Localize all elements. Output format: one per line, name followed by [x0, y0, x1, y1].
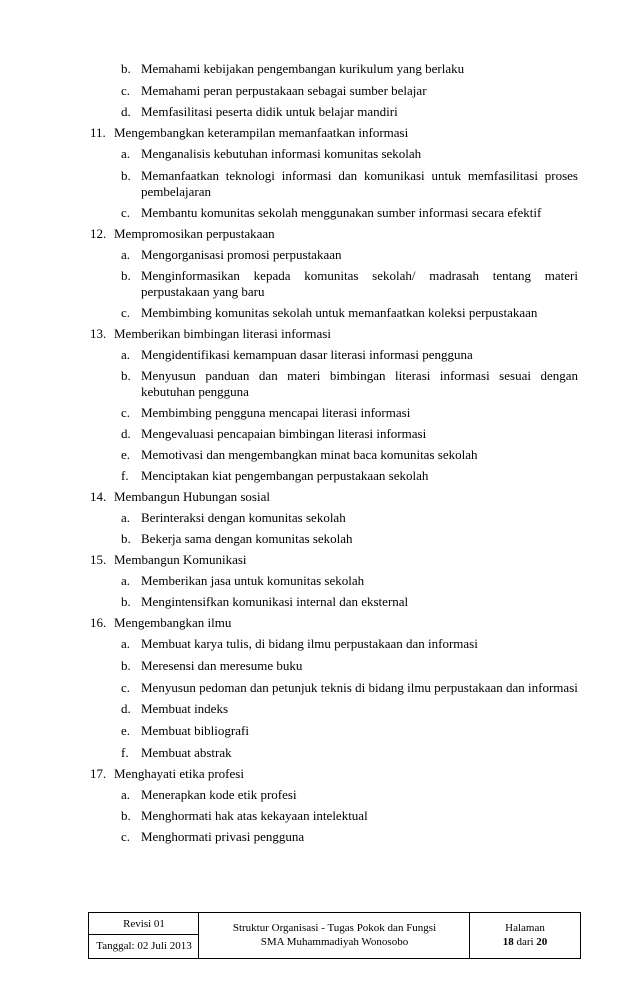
list-item: [121, 104, 578, 120]
numbered-item: [90, 489, 590, 505]
item-text: Berinteraksi dengan komunitas sekolah: [141, 510, 346, 525]
list-item: [121, 268, 578, 300]
list-item: [121, 368, 578, 400]
list-item: [121, 636, 578, 652]
numbered-item: [90, 552, 590, 568]
page-number: [470, 935, 580, 949]
item-letter: e.: [121, 723, 131, 738]
item-letter: b.: [121, 61, 131, 76]
list-item: [121, 680, 578, 696]
item-letter: c.: [121, 680, 131, 695]
item-number: 16.: [90, 615, 107, 630]
footer-title-line2: SMA Muhammadiyah Wonosobo: [260, 936, 409, 948]
item-letter: d.: [121, 426, 131, 441]
item-text: Menghayati etika profesi: [114, 766, 244, 781]
item-number: 14.: [90, 489, 107, 504]
item-text: Menghormati hak atas kekayaan intelektual: [141, 808, 368, 823]
item-number: 11.: [90, 125, 106, 140]
item-text: Mengembangkan ilmu: [114, 615, 232, 630]
item-letter: f.: [121, 468, 129, 483]
item-text: Bekerja sama dengan komunitas sekolah: [141, 531, 353, 546]
item-letter: b.: [121, 594, 131, 609]
numbered-item: [90, 766, 590, 782]
item-letter: a.: [121, 636, 131, 651]
item-text: Membantu komunitas sekolah menggunakan sumber informasi secara efektif: [141, 205, 542, 220]
list-item: [121, 510, 578, 526]
list-item: [121, 83, 578, 99]
item-text: Memanfaatkan teknologi informasi dan komunikasi untuk memfasilitasi proses pembelajaran: [141, 168, 578, 199]
item-letter: d.: [121, 701, 131, 716]
page-current: 18: [502, 936, 514, 948]
item-text: Membimbing pengguna mencapai literasi informasi: [141, 405, 411, 420]
item-letter: d.: [121, 104, 131, 119]
list-item: [121, 426, 578, 442]
list-item: [121, 573, 578, 589]
page-footer-table: [88, 912, 581, 959]
item-number: 12.: [90, 226, 107, 241]
item-letter: b.: [121, 531, 131, 546]
item-text: Mengembangkan keterampilan memanfaatkan informasi: [114, 125, 409, 140]
numbered-item: [90, 125, 590, 141]
list-item: [121, 531, 578, 547]
list-item: [121, 701, 578, 717]
item-text: Mengidentifikasi kemampuan dasar literasi informasi pengguna: [141, 347, 473, 362]
item-text: Memotivasi dan mengembangkan minat baca komunitas sekolah: [141, 447, 478, 462]
item-letter: a.: [121, 347, 131, 362]
list-item: [121, 468, 578, 484]
item-letter: c.: [121, 83, 131, 98]
item-letter: a.: [121, 787, 131, 802]
numbered-item: [90, 226, 590, 242]
page-of: dari: [513, 936, 537, 948]
item-text: Menerapkan kode etik profesi: [141, 787, 297, 802]
item-text: Memahami peran perpustakaan sebagai sumber belajar: [141, 83, 427, 98]
list-item: [121, 658, 578, 674]
footer-title-cell: [199, 913, 470, 958]
list-item: [121, 247, 578, 263]
item-text: Memahami kebijakan pengembangan kurikulum yang berlaku: [141, 61, 465, 76]
item-letter: c.: [121, 205, 131, 220]
numbered-item: [90, 615, 590, 631]
list-item: [121, 829, 578, 845]
item-text: Memberikan bimbingan literasi informasi: [114, 326, 331, 341]
item-text: Memfasilitasi peserta didik untuk belajar mandiri: [141, 104, 398, 119]
item-text: Membuat indeks: [141, 701, 229, 716]
item-text: Membangun Komunikasi: [114, 552, 247, 567]
list-item: [121, 205, 578, 221]
item-text: Menginformasikan kepada komunitas sekolah/ madrasah tentang materi perpustakaan yang baru: [141, 268, 578, 299]
list-item: [121, 61, 578, 77]
revision-label: Revisi 01: [89, 913, 199, 935]
footer-revision-cell: [89, 913, 199, 958]
item-number: 15.: [90, 552, 107, 567]
item-letter: b.: [121, 368, 131, 383]
list-item: [121, 808, 578, 824]
item-letter: a.: [121, 510, 131, 525]
item-text: Mengintensifkan komunikasi internal dan eksternal: [141, 594, 409, 609]
list-item: [121, 405, 578, 421]
item-text: Menganalisis kebutuhan informasi komunitas sekolah: [141, 146, 422, 161]
list-item: [121, 305, 578, 321]
item-text: Membuat abstrak: [141, 745, 232, 760]
date-label: Tanggal: 02 Juli 2013: [96, 940, 192, 952]
item-text: Membuat karya tulis, di bidang ilmu perpustakaan dan informasi: [141, 636, 478, 651]
footer-title-line1: Struktur Organisasi - Tugas Pokok dan Fungsi: [232, 922, 437, 934]
list-item: [121, 347, 578, 363]
page-label: Halaman: [505, 922, 545, 934]
item-letter: a.: [121, 573, 131, 588]
item-text: Mengevaluasi pencapaian bimbingan literasi informasi: [141, 426, 427, 441]
list-item: [121, 168, 578, 200]
item-text: Menyusun panduan dan materi bimbingan literasi informasi sesuai dengan kebutuhan pengguna: [141, 368, 578, 399]
item-letter: c.: [121, 305, 131, 320]
item-letter: c.: [121, 829, 131, 844]
item-text: Memberikan jasa untuk komunitas sekolah: [141, 573, 365, 588]
list-item: [121, 146, 578, 162]
item-letter: e.: [121, 447, 131, 462]
list-item: [121, 447, 578, 463]
footer-page-cell: [470, 913, 580, 958]
item-letter: f.: [121, 745, 129, 760]
item-number: 17.: [90, 766, 107, 781]
item-text: Membangun Hubungan sosial: [114, 489, 270, 504]
list-item: [121, 594, 578, 610]
item-text: Mempromosikan perpustakaan: [114, 226, 275, 241]
item-text: Mengorganisasi promosi perpustakaan: [141, 247, 342, 262]
item-text: Menghormati privasi pengguna: [141, 829, 305, 844]
list-item: [121, 745, 578, 761]
item-text: Menyusun pedoman dan petunjuk teknis di bidang ilmu perpustakaan dan informasi: [141, 680, 578, 695]
list-item: [121, 723, 578, 739]
item-letter: b.: [121, 168, 131, 183]
item-text: Membuat bibliografi: [141, 723, 249, 738]
item-letter: a.: [121, 146, 131, 161]
item-number: 13.: [90, 326, 107, 341]
item-letter: b.: [121, 808, 131, 823]
item-text: Membimbing komunitas sekolah untuk memanfaatkan koleksi perpustakaan: [141, 305, 538, 320]
item-text: Meresensi dan meresume buku: [141, 658, 303, 673]
page-total: 20: [536, 936, 548, 948]
list-item: [121, 787, 578, 803]
item-letter: b.: [121, 268, 131, 283]
numbered-item: [90, 326, 590, 342]
item-letter: c.: [121, 405, 131, 420]
item-letter: b.: [121, 658, 131, 673]
item-letter: a.: [121, 247, 131, 262]
item-text: Menciptakan kiat pengembangan perpustakaan sekolah: [141, 468, 429, 483]
